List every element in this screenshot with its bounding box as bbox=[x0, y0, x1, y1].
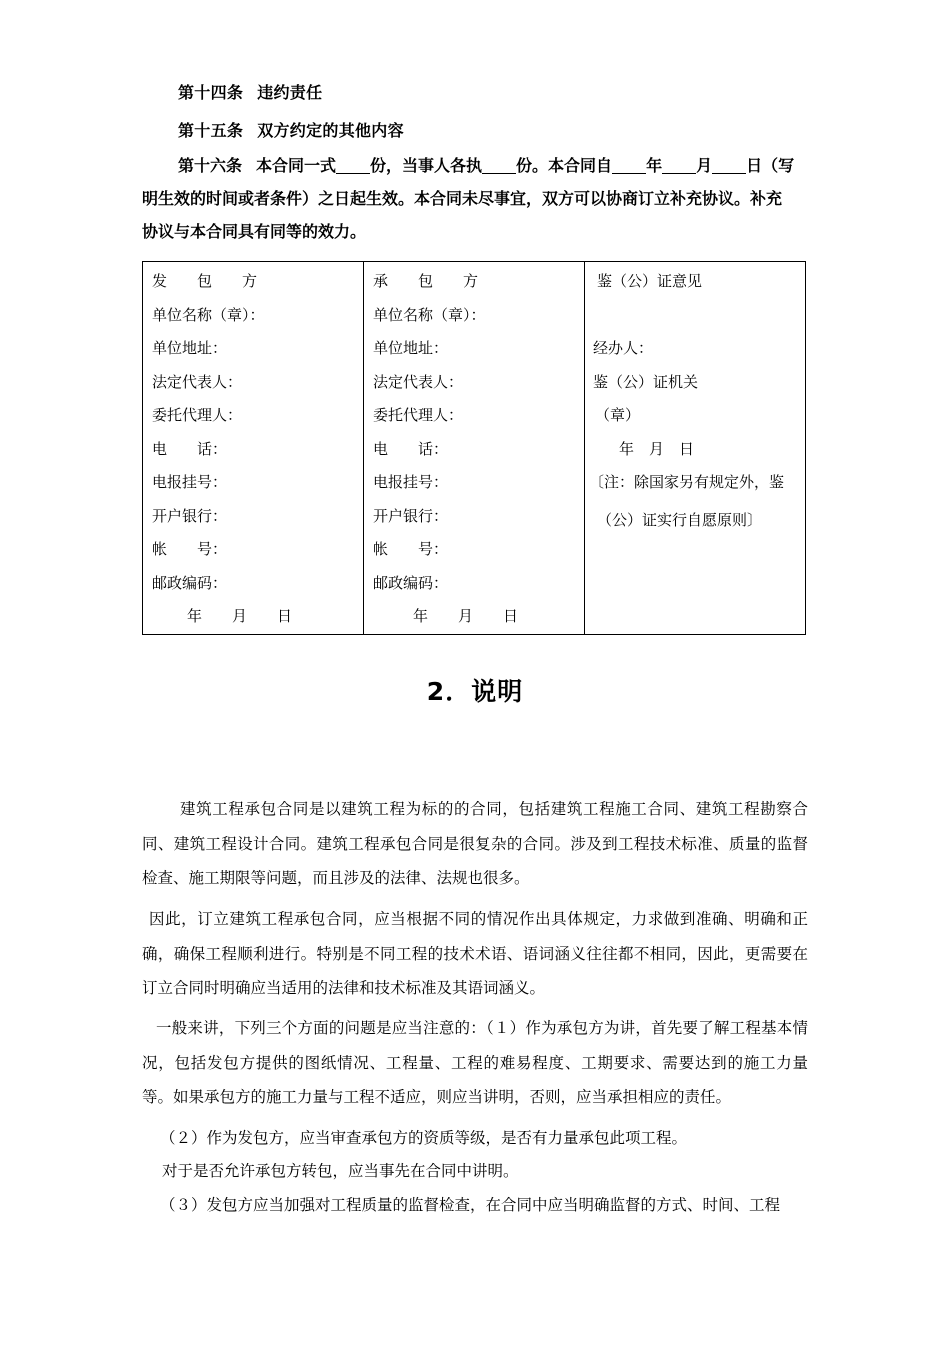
copies-each-blank[interactable] bbox=[482, 157, 516, 174]
employer-postcode[interactable]: 邮政编码： bbox=[152, 573, 228, 592]
explanation-paragraph-5: 对于是否允许承包方转包，应当事先在合同中讲明。 bbox=[162, 1162, 519, 1180]
explanation-paragraph-6: （３）发包方应当加强对工程质量的监督检查，在合同中应当明确监督的方式、时间、工程 bbox=[160, 1196, 781, 1214]
notarization-handler[interactable]: 经办人： bbox=[593, 339, 654, 357]
article-14-number: 第十四条 bbox=[178, 83, 244, 102]
year-blank[interactable] bbox=[612, 157, 646, 174]
article-16 bbox=[142, 149, 807, 248]
contractor-agent[interactable]: 委托代理人： bbox=[373, 406, 464, 424]
article-16-text-6: 日（写 bbox=[746, 156, 795, 175]
article-16-text-2: 份，当事人各执 bbox=[370, 156, 483, 175]
section-title: 2．说明 bbox=[426, 677, 524, 706]
article-15-number: 第十五条 bbox=[178, 121, 244, 140]
contractor-column bbox=[364, 262, 585, 635]
article-16-line-2: 明生效的时间或者条件）之日起生效。本合同未尽事宜，双方可以协商订立补充协议。补充 bbox=[142, 189, 783, 208]
article-16-text-1: 本合同一式 bbox=[256, 156, 337, 175]
article-16-line-1 bbox=[142, 149, 807, 182]
day-blank[interactable] bbox=[712, 157, 746, 174]
employer-phone[interactable]: 电 话： bbox=[152, 439, 228, 458]
employer-unit-name[interactable]: 单位名称（章）： bbox=[152, 305, 265, 324]
employer-account[interactable]: 帐 号： bbox=[152, 540, 228, 558]
contractor-header: 承 包 方 bbox=[373, 272, 479, 290]
contractor-phone[interactable]: 电 话： bbox=[373, 439, 449, 458]
employer-bank[interactable]: 开户银行： bbox=[152, 506, 228, 525]
employer-header: 发 包 方 bbox=[152, 272, 258, 290]
article-16-number: 第十六条 bbox=[178, 156, 243, 175]
employer-legal-rep[interactable]: 法定代表人： bbox=[152, 372, 243, 391]
article-16-text-5: 月 bbox=[696, 156, 713, 175]
month-blank[interactable] bbox=[662, 157, 696, 174]
contractor-unit-name[interactable]: 单位名称（章）： bbox=[373, 305, 486, 324]
explanation-paragraph-3: 一般来讲，下列三个方面的问题是应当注意的：（１）作为承包方为讲，首先要了解工程基本情况，包括发包方提供的图纸情况、工程量、工程的难易程度、工期要求、需要达到的施工力量等。如果承包方的施工力量与工程不适应，则应当讲明，否则，应当承担相应的责任。 bbox=[142, 1019, 808, 1106]
employer-telegraph[interactable]: 电报挂号： bbox=[152, 473, 228, 491]
explanation-paragraph-4: （２）作为发包方，应当审查承包方的资质等级，是否有力量承包此项工程。 bbox=[160, 1129, 688, 1147]
contractor-postcode[interactable]: 邮政编码： bbox=[373, 573, 449, 592]
notarization-note-1: 〔注：除国家另有规定外，鉴 bbox=[589, 473, 785, 491]
contractor-date[interactable]: 年 月 日 bbox=[413, 607, 519, 625]
employer-address[interactable]: 单位地址： bbox=[152, 339, 228, 357]
employer-column bbox=[143, 262, 364, 635]
article-15-text: 双方约定的其他内容 bbox=[257, 121, 404, 140]
article-15 bbox=[178, 118, 404, 141]
employer-date[interactable]: 年 月 日 bbox=[187, 607, 293, 625]
explanation-paragraph-2: 因此，订立建筑工程承包合同，应当根据不同的情况作出具体规定，力求做到准确、明确和正确，确保工程顺利进行。特别是不同工程的技术术语、语词涵义往往都不相同，因此，更需要在订立合同时明确应当适用的法律和技术标准及其语词涵义。 bbox=[142, 910, 808, 997]
notarization-column bbox=[585, 262, 806, 635]
article-16-line-3: 协议与本合同具有同等的效力。 bbox=[142, 222, 367, 241]
contractor-telegraph[interactable]: 电报挂号： bbox=[373, 473, 449, 491]
contractor-legal-rep[interactable]: 法定代表人： bbox=[373, 372, 464, 391]
article-16-text-3: 份。本合同自 bbox=[516, 156, 613, 175]
notarization-header: 鉴（公）证意见 bbox=[597, 272, 703, 290]
notarization-authority[interactable]: 鉴（公）证机关 bbox=[593, 372, 699, 391]
article-16-text-4: 年 bbox=[646, 156, 663, 175]
notarization-date[interactable]: 年 月 日 bbox=[619, 439, 695, 458]
notarization-note-2: （公）证实行自愿原则〕 bbox=[597, 510, 763, 529]
signature-table bbox=[142, 261, 806, 635]
employer-agent[interactable]: 委托代理人： bbox=[152, 406, 243, 424]
copies-total-blank[interactable] bbox=[336, 157, 370, 174]
article-14 bbox=[178, 80, 322, 103]
notarization-seal: （章） bbox=[595, 406, 641, 424]
contractor-account[interactable]: 帐 号： bbox=[373, 540, 449, 558]
article-14-text: 违约责任 bbox=[257, 83, 323, 102]
contractor-address[interactable]: 单位地址： bbox=[373, 339, 449, 357]
contractor-bank[interactable]: 开户银行： bbox=[373, 506, 449, 525]
explanation-paragraph-1: 建筑工程承包合同是以建筑工程为标的的合同，包括建筑工程施工合同、建筑工程勘察合同、建筑工程设计合同。建筑工程承包合同是很复杂的合同。涉及到工程技术标准、质量的监督检查、施工期限等问题，而且涉及的法律、法规也很多。 bbox=[142, 800, 808, 887]
